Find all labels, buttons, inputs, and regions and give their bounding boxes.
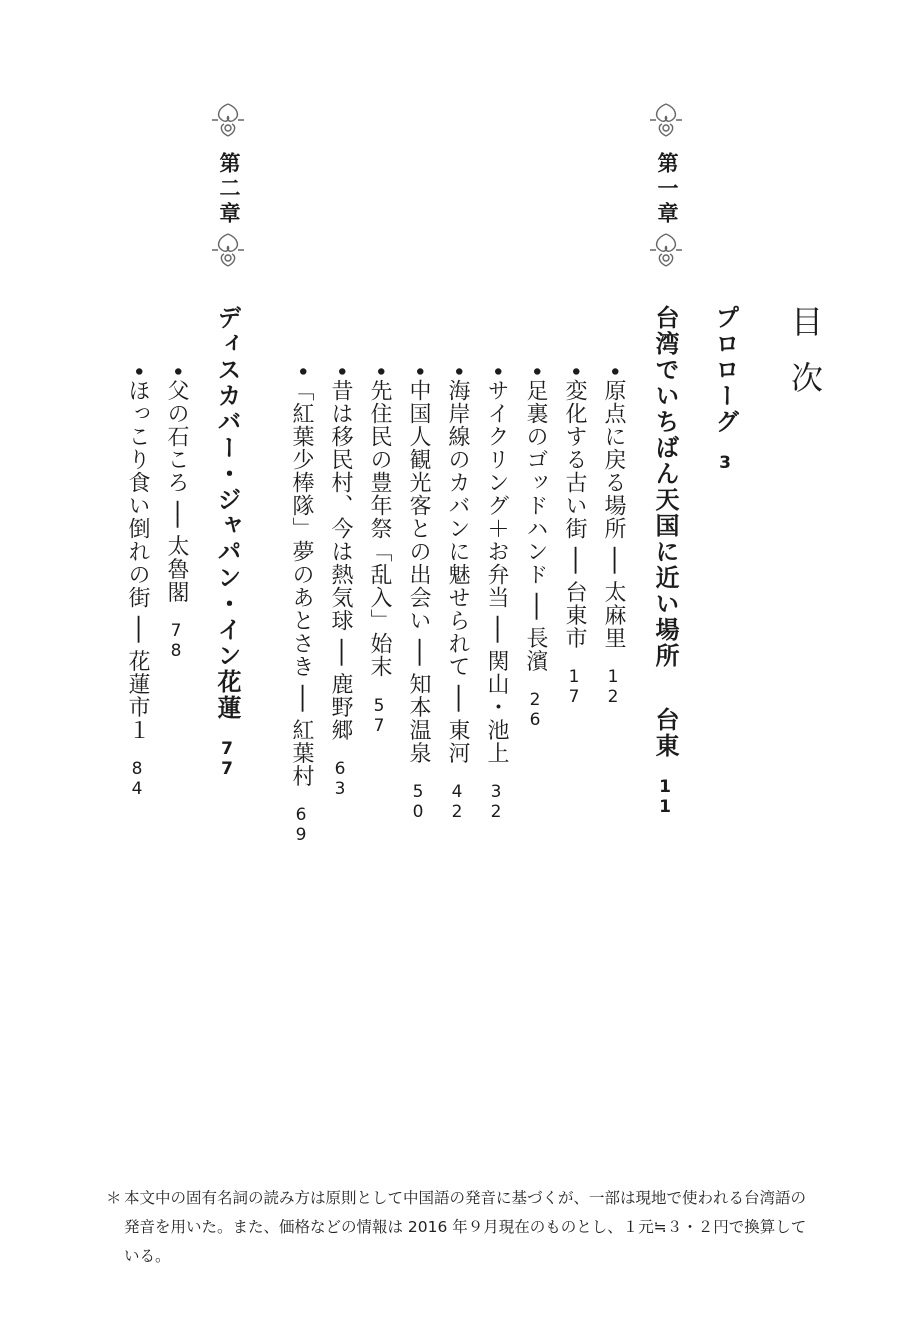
toc-entry: •変化する古い街 ── 台東市17 [562, 365, 587, 708]
bullet-icon: • [523, 365, 548, 379]
page-number: 69 [291, 805, 311, 846]
bullet-icon: • [484, 365, 509, 379]
bullet-icon: • [164, 365, 189, 379]
page-number: 3 [715, 453, 735, 473]
dash-separator: ── [523, 585, 548, 627]
spiral-ornament-icon [208, 100, 248, 140]
toc-entry: •「紅葉少棒隊」夢のあとさき ── 紅葉村69 [289, 365, 314, 846]
bullet-icon: • [445, 365, 470, 379]
toc-entry: •父の石ころ ── 太魯閣78 [164, 365, 189, 662]
spiral-ornament-icon [208, 230, 248, 270]
page-number: 32 [486, 782, 506, 823]
page-number: 11 [655, 777, 675, 817]
toc-entry: •原点に戻る場所 ── 太麻里12 [601, 365, 626, 708]
chapter-2-label: 第二章 [217, 152, 242, 227]
dash-separator: ── [562, 539, 587, 581]
entry-label: プロローグ [711, 305, 740, 435]
toc-entry: •先住民の豊年祭「乱入」始末57 [367, 365, 392, 736]
page-title: 目次 [786, 305, 824, 417]
bullet-icon: • [289, 365, 314, 379]
dash-separator: ── [406, 631, 431, 673]
chapter-1-heading [648, 305, 683, 817]
page-number: 50 [408, 782, 428, 823]
bullet-icon: • [562, 365, 587, 379]
footnote [108, 1184, 820, 1271]
dash-separator: ── [328, 631, 353, 673]
page-number: 78 [166, 621, 186, 662]
footnote-text: 本文中の固有名詞の読み方は原則として中国語の発音に基づくが、一部は現地で使われる台湾語の発音を用いた。また、価格などの情報は 2016 年９月現在のものとし、１元≒３・２円で換算している。 [124, 1189, 807, 1265]
page-number: 42 [447, 782, 467, 823]
dash-separator: ── [125, 608, 150, 650]
bullet-icon: • [406, 365, 431, 379]
chapter-1-label: 第一章 [655, 152, 680, 227]
asterisk-icon: ＊ [106, 1189, 122, 1207]
page-number: 12 [603, 667, 623, 708]
chapter-2-heading [210, 305, 245, 779]
toc-entry: •昔は移民村、今は熱気球 ── 鹿野郷63 [328, 365, 353, 800]
dash-separator: ── [601, 539, 626, 581]
bullet-icon: • [367, 365, 392, 379]
dash-separator: ── [164, 493, 189, 535]
toc-entry: •ほっこり食い倒れの街 ── 花蓮市１84 [125, 365, 150, 800]
toc-entry: •サイクリング＋お弁当 ── 関山・池上32 [484, 365, 509, 823]
bullet-icon: • [125, 365, 150, 379]
page-number: 84 [127, 759, 147, 800]
spiral-ornament-icon [646, 230, 686, 270]
bullet-icon: • [601, 365, 626, 379]
heading-text: 台湾でいちばん天国に近い場所 [651, 305, 680, 669]
page-number: 57 [369, 695, 389, 736]
heading-text: ディスカバー・ジャパン・イン花蓮 [213, 305, 242, 721]
bullet-icon: • [328, 365, 353, 379]
page-number: 77 [217, 739, 237, 779]
toc-entry: •海岸線のカバンに魅せられて ── 東河42 [445, 365, 470, 823]
dash-separator: ── [484, 608, 509, 650]
toc-entry-prologue [708, 305, 743, 473]
page-number: 63 [330, 759, 350, 800]
toc-entry: •足裏のゴッドハンド ── 長濱26 [523, 365, 548, 731]
dash-separator: ── [289, 677, 314, 719]
page-number: 26 [525, 690, 545, 731]
heading-place: 台東 [651, 707, 680, 759]
spiral-ornament-icon [646, 100, 686, 140]
dash-separator: ── [445, 677, 470, 719]
page-number: 17 [564, 667, 584, 708]
toc-entry: •中国人観光客との出会い ── 知本温泉50 [406, 365, 431, 823]
